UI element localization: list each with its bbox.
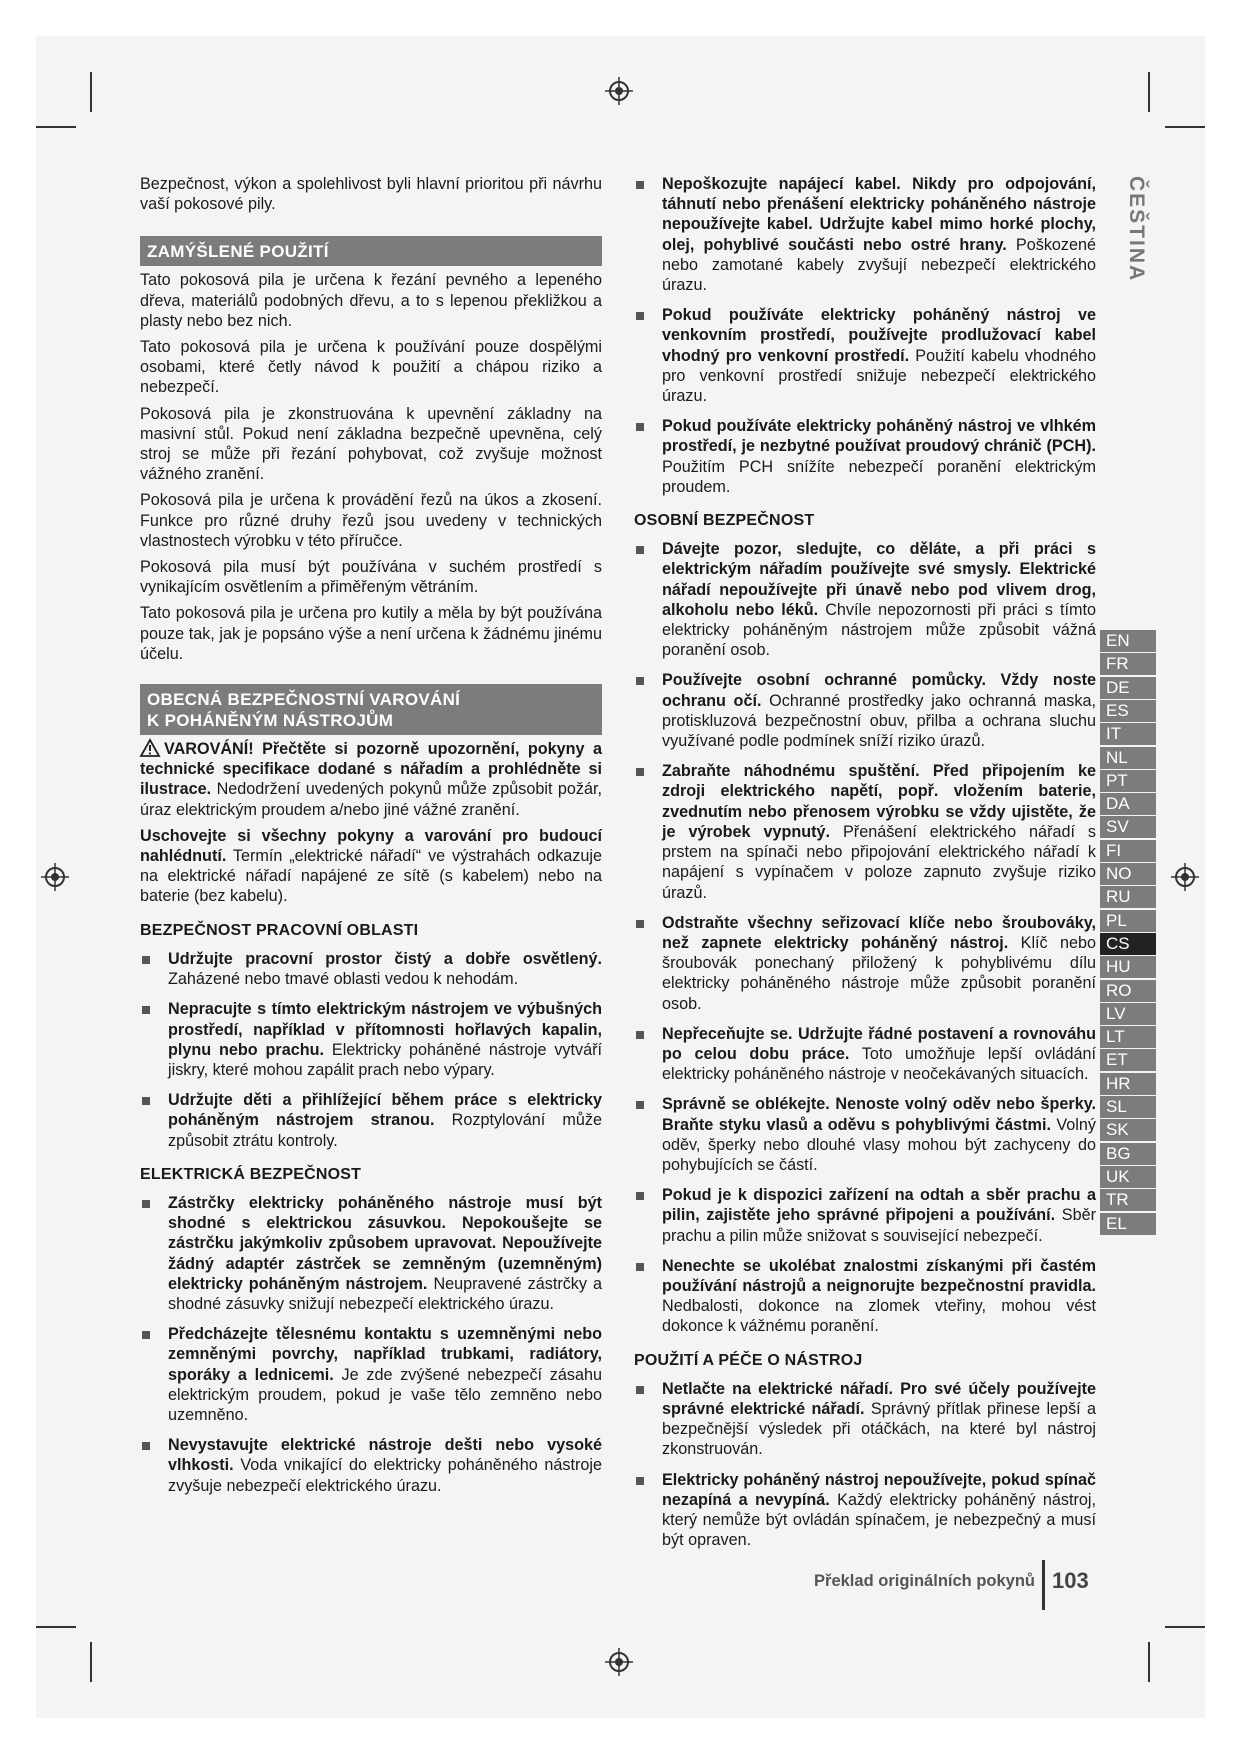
- heading-line: K POHÁNĚNÝM NÁSTROJŮM: [147, 711, 394, 731]
- subheading-use-care: POUŽITÍ A PÉČE O NÁSTROJ: [634, 1351, 863, 1369]
- item-bold: Používejte osobní ochranné pomůcky. Vždy noste ochranu očí.: [662, 671, 1096, 710]
- item-bold: Nenechte se ukolébat znalostmi získanými při častém používání nástrojů a neignorujte bezpečnostní pravidla.: [662, 1256, 1096, 1295]
- keep-bold: Uschovejte si všechny pokyny a varování pro budoucí nahlédnutí.: [140, 826, 602, 866]
- crop-mark: [36, 1626, 76, 1628]
- crop-mark: [1148, 72, 1150, 112]
- item-text: Klíč nebo šroubovák ponechaný přiložený k pohyblivému dílu elektricky poháněného nástroje může způsobit poranění osob.: [662, 933, 1097, 1013]
- language-tab-pt[interactable]: PT: [1100, 770, 1156, 792]
- language-tab-sk[interactable]: SK: [1100, 1119, 1156, 1141]
- paragraph: Tato pokosová pila je určena k používání pouze dospělými osobami, které četly návod k použití a chápou riziko a nebezpečí.: [140, 338, 602, 397]
- side-title-text: ČEŠTINA: [1125, 176, 1148, 283]
- registration-mark-icon: [604, 76, 634, 106]
- use-care-list: [634, 1379, 1096, 1551]
- list-item: [634, 539, 1096, 660]
- list-item: [634, 1185, 1096, 1246]
- item-text: Rozptylování může způsobit ztrátu kontroly.: [168, 1111, 603, 1150]
- language-tab-it[interactable]: IT: [1100, 723, 1156, 745]
- item-bold: Elektricky poháněný nástroj nepoužívejte, pokud spínač nezapíná a nevypíná.: [662, 1470, 1096, 1509]
- section-heading-intended-use: ZAMÝŠLENÉ POUŽITÍ: [140, 236, 602, 266]
- list-item: [634, 174, 1096, 295]
- language-tab-lt[interactable]: LT: [1100, 1026, 1156, 1048]
- electrical-list-left: [140, 1193, 602, 1496]
- language-tab-lv[interactable]: LV: [1100, 1003, 1156, 1025]
- list-item: [634, 1379, 1096, 1460]
- item-bold: Nepoškozujte napájecí kabel. Nikdy pro odpojování, táhnutí nebo přenášení elektricky poháněného nástroje nepoužívejte kabel. Udržujte kabel mimo horké plochy, olej, pohyblivé součásti nebo ostré hrany.: [662, 175, 1096, 254]
- language-tab-fr[interactable]: FR: [1100, 653, 1156, 675]
- side-language-title: [1108, 174, 1148, 286]
- warning-paragraph: [140, 739, 602, 820]
- crop-mark: [90, 1642, 92, 1682]
- language-tab-uk[interactable]: UK: [1100, 1166, 1156, 1188]
- item-bold: Pokud je k dispozici zařízení na odtah a sběr prachu a pilin, zajistěte jeho správné připojeni a používání.: [662, 1186, 1096, 1225]
- language-tab-ru[interactable]: RU: [1100, 886, 1156, 908]
- item-bold: Zástrčky elektricky poháněného nástroje musí být shodné s elektrickou zásuvkou. Nepokoušejte se zástrčku jakýmkoliv způsobem upravovat. Nepoužívejte žádný adaptér zástrček se zemněným (uzemněným) elektricky poháněným nástrojem.: [168, 1193, 602, 1293]
- work-area-list: [140, 949, 602, 1151]
- paragraph: Pokosová pila je zkonstruována k upevnění základny na masivní stůl. Pokud není základna bezpečně upevněna, celý stroj se může při řezání pohybovat, což zvyšuje možnost vážného zranění.: [140, 404, 602, 484]
- warning-bold: VAROVÁNÍ! Přečtěte si pozorně upozornění, pokyny a technické specifikace dodané s nářadím a prohlédněte si ilustrace.: [140, 740, 602, 799]
- list-item: [140, 1435, 602, 1496]
- item-text: Přenášení elektrického nářadí s prstem na spínači nebo připojování elektrického nářadí k napájení s vypínačem v poloze zapnuto zvyšuje riziko úrazů.: [662, 822, 1096, 902]
- language-tab-nl[interactable]: NL: [1100, 747, 1156, 769]
- item-text: Toto umožňuje lepší ovládání elektricky poháněného nástroje v neočekávaných situacích.: [662, 1044, 1096, 1084]
- heading-line: OBECNÁ BEZPEČNOSTNÍ VAROVÁNÍ: [147, 690, 461, 710]
- crop-mark: [1165, 1626, 1205, 1628]
- language-tab-el[interactable]: EL: [1100, 1213, 1156, 1235]
- language-tab-es[interactable]: ES: [1100, 700, 1156, 722]
- language-tab-bg[interactable]: BG: [1100, 1143, 1156, 1165]
- list-item: [634, 913, 1096, 1014]
- page-number-divider: [1042, 1560, 1045, 1610]
- list-item: [634, 305, 1096, 406]
- item-bold: Nevystavujte elektrické nástroje dešti nebo vysoké vlhkosti.: [168, 1436, 602, 1475]
- left-column: [140, 174, 602, 1506]
- language-tab-hr[interactable]: HR: [1100, 1073, 1156, 1095]
- list-item: [140, 999, 602, 1080]
- crop-mark: [1148, 1642, 1150, 1682]
- list-item: [140, 1324, 602, 1425]
- item-bold: Pokud používáte elektricky poháněný nástroj ve venkovním prostředí, používejte prodlužovací kabel vhodný pro venkovní prostředí.: [662, 306, 1096, 365]
- item-text: Elektricky poháněné nástroje vytváří jiskry, které mohou zapálit prach nebo výpary.: [168, 1040, 603, 1079]
- list-item: [140, 1193, 602, 1314]
- right-column: [634, 174, 1096, 1560]
- item-bold: Udržujte pracovní prostor čistý a dobře osvětlený.: [168, 949, 602, 968]
- language-tab-tr[interactable]: TR: [1100, 1189, 1156, 1211]
- list-item: [634, 1094, 1096, 1175]
- item-text: Chvíle nepozornosti při práci s tímto elektricky poháněným nástrojem může způsobit vážná poranění osob.: [662, 600, 1097, 660]
- language-tab-fi[interactable]: FI: [1100, 840, 1156, 862]
- item-text: Použití kabelu vhodného pro venkovní prostředí snižuje nebezpečí elektrického úrazu.: [662, 346, 1097, 406]
- item-bold: Nepřeceňujte se. Udržujte řádné postavení a rovnováhu po celou dobu práce.: [662, 1024, 1096, 1063]
- warning-text: Nedodržení uvedených pokynů může způsobit požár, úraz elektrickým proudem a/nebo jiné vážné zranění.: [140, 780, 602, 819]
- item-text: Je zde zvýšené nebezpečí zásahu elektrickým proudem, pokud je vaše tělo zemněno nebo uzemněno.: [168, 1365, 602, 1424]
- item-text: Neupravené zástrčky a shodné zásuvky snižují nebezpečí elektrického úrazu.: [168, 1274, 603, 1313]
- keep-instructions-paragraph: [140, 826, 602, 907]
- item-bold: Netlačte na elektrické nářadí. Pro své účely používejte správné elektrické nářadí.: [662, 1379, 1096, 1418]
- language-tab-et[interactable]: ET: [1100, 1049, 1156, 1071]
- item-text: Sběr prachu a pilin může snižovat s související nebezpečí.: [662, 1206, 1096, 1245]
- crop-mark: [90, 72, 92, 112]
- personal-list: [634, 539, 1096, 1336]
- language-tab-sl[interactable]: SL: [1100, 1096, 1156, 1118]
- paragraph: Pokosová pila musí být používána v suchém prostředí s vynikajícím osvětlením a přiměřeným větráním.: [140, 558, 602, 597]
- item-text: Nedbalosti, dokonce na zlomek vteřiny, mohou vést dokonce k vážnému poranění.: [662, 1297, 1096, 1336]
- list-item: [634, 1470, 1096, 1551]
- list-item: [634, 416, 1096, 497]
- language-tab-de[interactable]: DE: [1100, 677, 1156, 699]
- item-bold: Zabraňte náhodnému spuštění. Před připojením ke zdroji elektrického napětí, popř. vložením baterie, zvednutím nebo přenosem výrobku se vždy ujistěte, že je výrobek vypnutý.: [662, 762, 1096, 841]
- keep-text: Termín „elektrické nářadí“ ve výstrahách odkazuje na elektrické nářadí napájené ze sítě (s kabelem) nebo na baterie (bez kabelu).: [140, 847, 602, 906]
- crop-mark: [1165, 126, 1205, 128]
- language-tab-cs[interactable]: CS: [1100, 933, 1156, 955]
- subheading-personal: OSOBNÍ BEZPEČNOST: [634, 512, 815, 530]
- item-bold: Udržujte děti a přihlížející během práce s elektricky poháněným nástrojem stranou.: [168, 1091, 602, 1130]
- item-text: Poškozené nebo zamotané kabely zvyšují nebezpečí elektrického úrazu.: [662, 235, 1097, 295]
- intro-paragraph: Bezpečnost, výkon a spolehlivost byli hlavní prioritou při návrhu vaší pokosové pily.: [140, 175, 602, 214]
- registration-mark-icon: [1170, 862, 1200, 892]
- item-text: Ochranné prostředky jako ochranná maska, protiskluzová bezpečnostní obuv, přilba a ochrana sluchu využívané podle podmínek sníží riziko úrazů.: [662, 691, 1096, 751]
- footer-text: Překlad originálních pokynů: [814, 1572, 1035, 1590]
- language-tab-en[interactable]: EN: [1100, 630, 1156, 652]
- registration-mark-icon: [604, 1647, 634, 1677]
- paragraph: Pokosová pila je určena k provádění řezů na úkos a zkosení. Funkce pro různé druhy řezů jsou uvedeny v technických vlastnostech výrobku v této příručce.: [140, 491, 602, 550]
- crop-mark: [36, 126, 76, 128]
- item-bold: Pokud používáte elektricky poháněný nástroj ve vlhkém prostředí, je nezbytné používat proudový chránič (PCH).: [662, 417, 1096, 456]
- language-tab-ro[interactable]: RO: [1100, 980, 1156, 1002]
- warning-triangle-icon: [140, 739, 160, 757]
- language-tab-pl[interactable]: PL: [1100, 910, 1156, 932]
- item-bold: Správně se oblékejte. Nenoste volný oděv nebo šperky. Braňte styku vlasů a oděvu s pohyblivými částmi.: [662, 1095, 1096, 1134]
- item-text: Každý elektricky poháněný nástroj, který nemůže být ovládán spínačem, je nebezpečný a musí být opraven.: [662, 1490, 1097, 1550]
- intended-use-section: [140, 270, 602, 664]
- subheading-work-area: BEZPEČNOST PRACOVNÍ OBLASTI: [140, 921, 419, 939]
- list-item: [634, 1256, 1096, 1337]
- list-item: [140, 1090, 602, 1151]
- electrical-list-right: [634, 174, 1096, 497]
- list-item: [634, 761, 1096, 902]
- list-item: [634, 670, 1096, 751]
- section-heading-general-safety: [140, 684, 602, 735]
- item-text: Volný oděv, šperky nebo dlouhé vlasy mohou být zachyceny do pohybujících se částí.: [662, 1115, 1097, 1174]
- list-item: [140, 949, 602, 989]
- language-tab-hu[interactable]: HU: [1100, 956, 1156, 978]
- paragraph: Tato pokosová pila je určena pro kutily a měla by být používána pouze tak, jak je popsáno výše a není určena k žádnému jinému účelu.: [140, 604, 602, 663]
- item-text: Správný přítlak přinese lepší a bezpečnější výsledek při otáčkách, na které byl nástroj zkonstruován.: [662, 1399, 1096, 1459]
- language-tab-da[interactable]: DA: [1100, 793, 1156, 815]
- subheading-electrical: ELEKTRICKÁ BEZPEČNOST: [140, 1165, 362, 1183]
- item-text: Zaházené nebo tmavé oblasti vedou k nehodám.: [168, 970, 519, 989]
- paragraph: Tato pokosová pila je určena k řezání pevného a lepeného dřeva, materiálů podobných dřevu, a to s lepenou překližkou a plasty nebo bez nich.: [140, 271, 602, 330]
- page-number: 103: [1052, 1568, 1089, 1593]
- item-bold: Odstraňte všechny seřizovací klíče nebo šroubováky, než zapnete elektricky poháněný nástroj.: [662, 913, 1096, 952]
- list-item: [634, 1024, 1096, 1085]
- item-text: Voda vnikající do elektricky poháněného nástroje zvyšuje nebezpečí elektrického úrazu.: [168, 1456, 602, 1495]
- registration-mark-icon: [40, 862, 70, 892]
- language-tab-sv[interactable]: SV: [1100, 816, 1156, 838]
- item-bold: Dávejte pozor, sledujte, co děláte, a při práci s elektrickým nářadím používejte své smysly. Elektrické nářadí nepoužívejte při únavě nebo pod vlivem drog, alkoholu nebo léků.: [662, 540, 1096, 619]
- item-bold: Předcházejte tělesnému kontaktu s uzemněnými nebo zemněnými povrchy, například trubkami, radiátory, sporáky a lednicemi.: [168, 1325, 602, 1384]
- language-tab-no[interactable]: NO: [1100, 863, 1156, 885]
- item-text: Použitím PCH snížíte nebezpečí poranění elektrickým proudem.: [662, 457, 1096, 496]
- item-bold: Nepracujte s tímto elektrickým nástrojem ve výbušných prostředí, například v přítomnosti hořlavých kapalin, plynu nebo prachu.: [168, 1000, 602, 1059]
